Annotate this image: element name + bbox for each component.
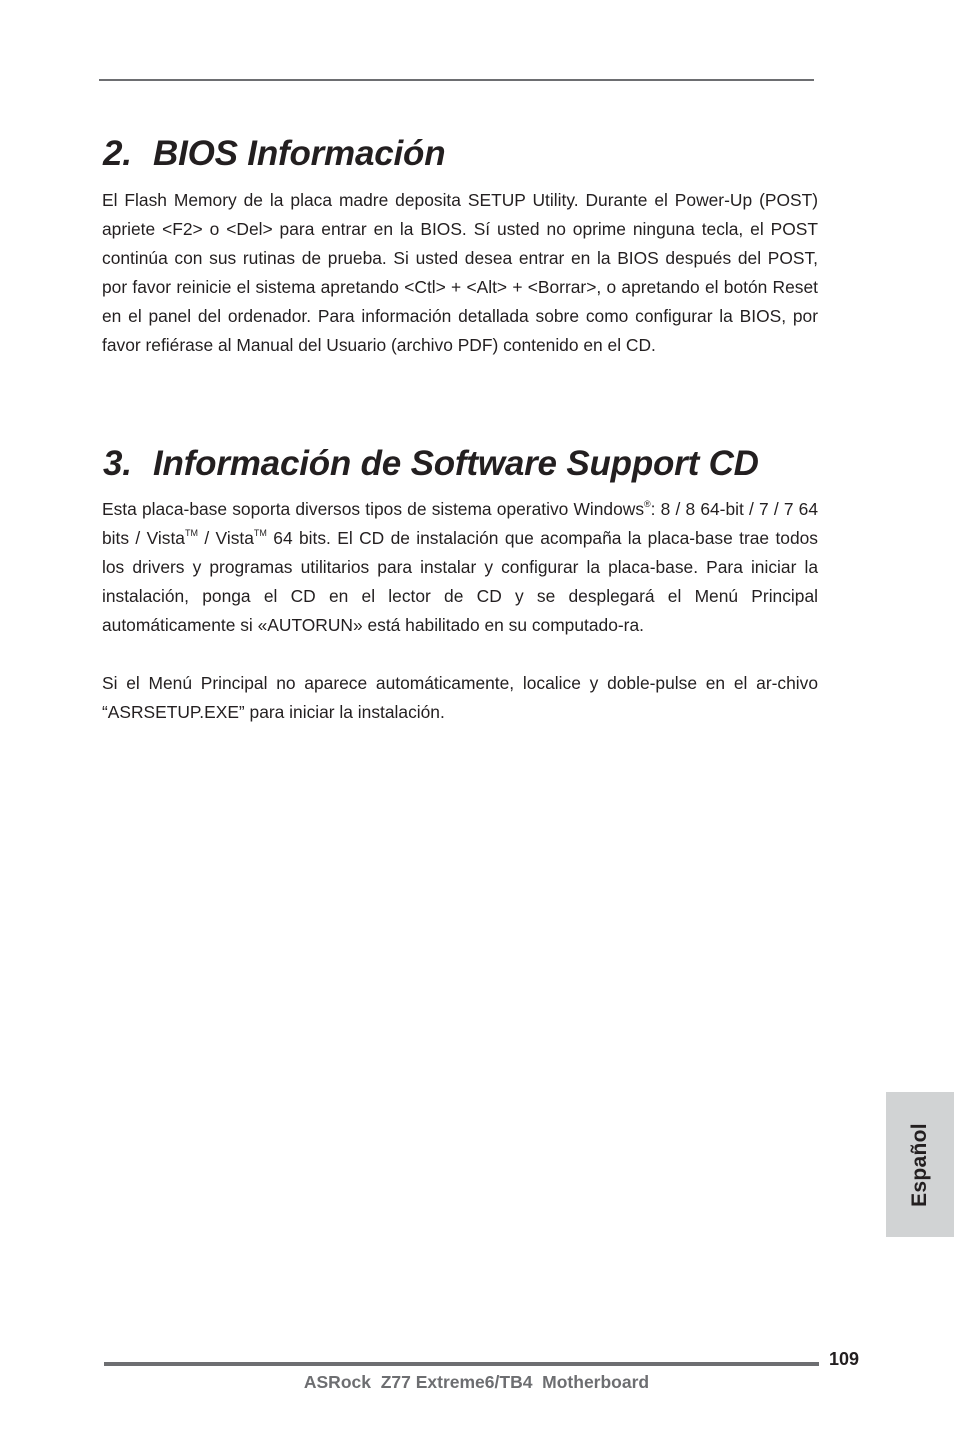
language-side-tab: [886, 1092, 954, 1237]
section-number: 3.: [103, 444, 132, 483]
section-number: 2.: [103, 134, 132, 173]
footer-title: ASRock Z77 Extreme6/TB4 Motherboard: [303, 1372, 650, 1392]
bios-paragraph: El Flash Memory de la placa madre deposita SETUP Utility. Durante el Power-Up (POST) apriete <F2> o <Del> para entrar en la BIOS. Sí usted no oprime ninguna tecla, el POST continúa con sus rutinas de prueba. Si usted desea entrar en la BIOS después del POST, por favor reinicie el sistema apretando <Ctl> + <Alt> + <Borrar>, o apretando el botón Reset en el panel del ordenador. Para información detallada sobre como configurar la BIOS, por favor refiérase al Manual del Usuario (archivo PDF) contenido en el CD.: [102, 190, 818, 355]
trademark-mark: TM: [253, 528, 267, 538]
language-label: Español: [908, 1122, 931, 1207]
software-paragraph-2: Si el Menú Principal no aparece automáticamente, localice y doble-pulse en el ar-chivo “ASRSETUP.EXE” para iniciar la instalación.: [102, 673, 818, 722]
section-heading-bios: [103, 134, 445, 174]
text-run: 64 bits. El CD de instalación que acompaña la placa-base trae todos los drivers y programas utilitarios para instalar y configurar la placa-base. Para iniciar la instalación, ponga el CD en el lector de CD y se desplegará el Menú Principal automáticamente si «AUTORUN» está habilitado en su computado-ra.: [102, 528, 819, 635]
registered-mark: ®: [644, 499, 651, 509]
trademark-mark: TM: [184, 528, 198, 538]
page-number: 109: [829, 1349, 860, 1369]
text-run: Esta placa-base soporta diversos tipos de sistema operativo Windows: [102, 499, 645, 519]
text-run: / Vista: [197, 528, 254, 548]
text-run: : 8 / 8 64-bit / 7 / 7 64 bits / Vista: [102, 499, 818, 548]
section-title: BIOS Información: [153, 134, 446, 173]
software-paragraph: [102, 495, 818, 640]
section-heading-software: [103, 444, 759, 484]
section-title: Información de Software Support CD: [153, 444, 759, 483]
top-divider: [99, 79, 814, 81]
bottom-divider: [104, 1362, 819, 1366]
